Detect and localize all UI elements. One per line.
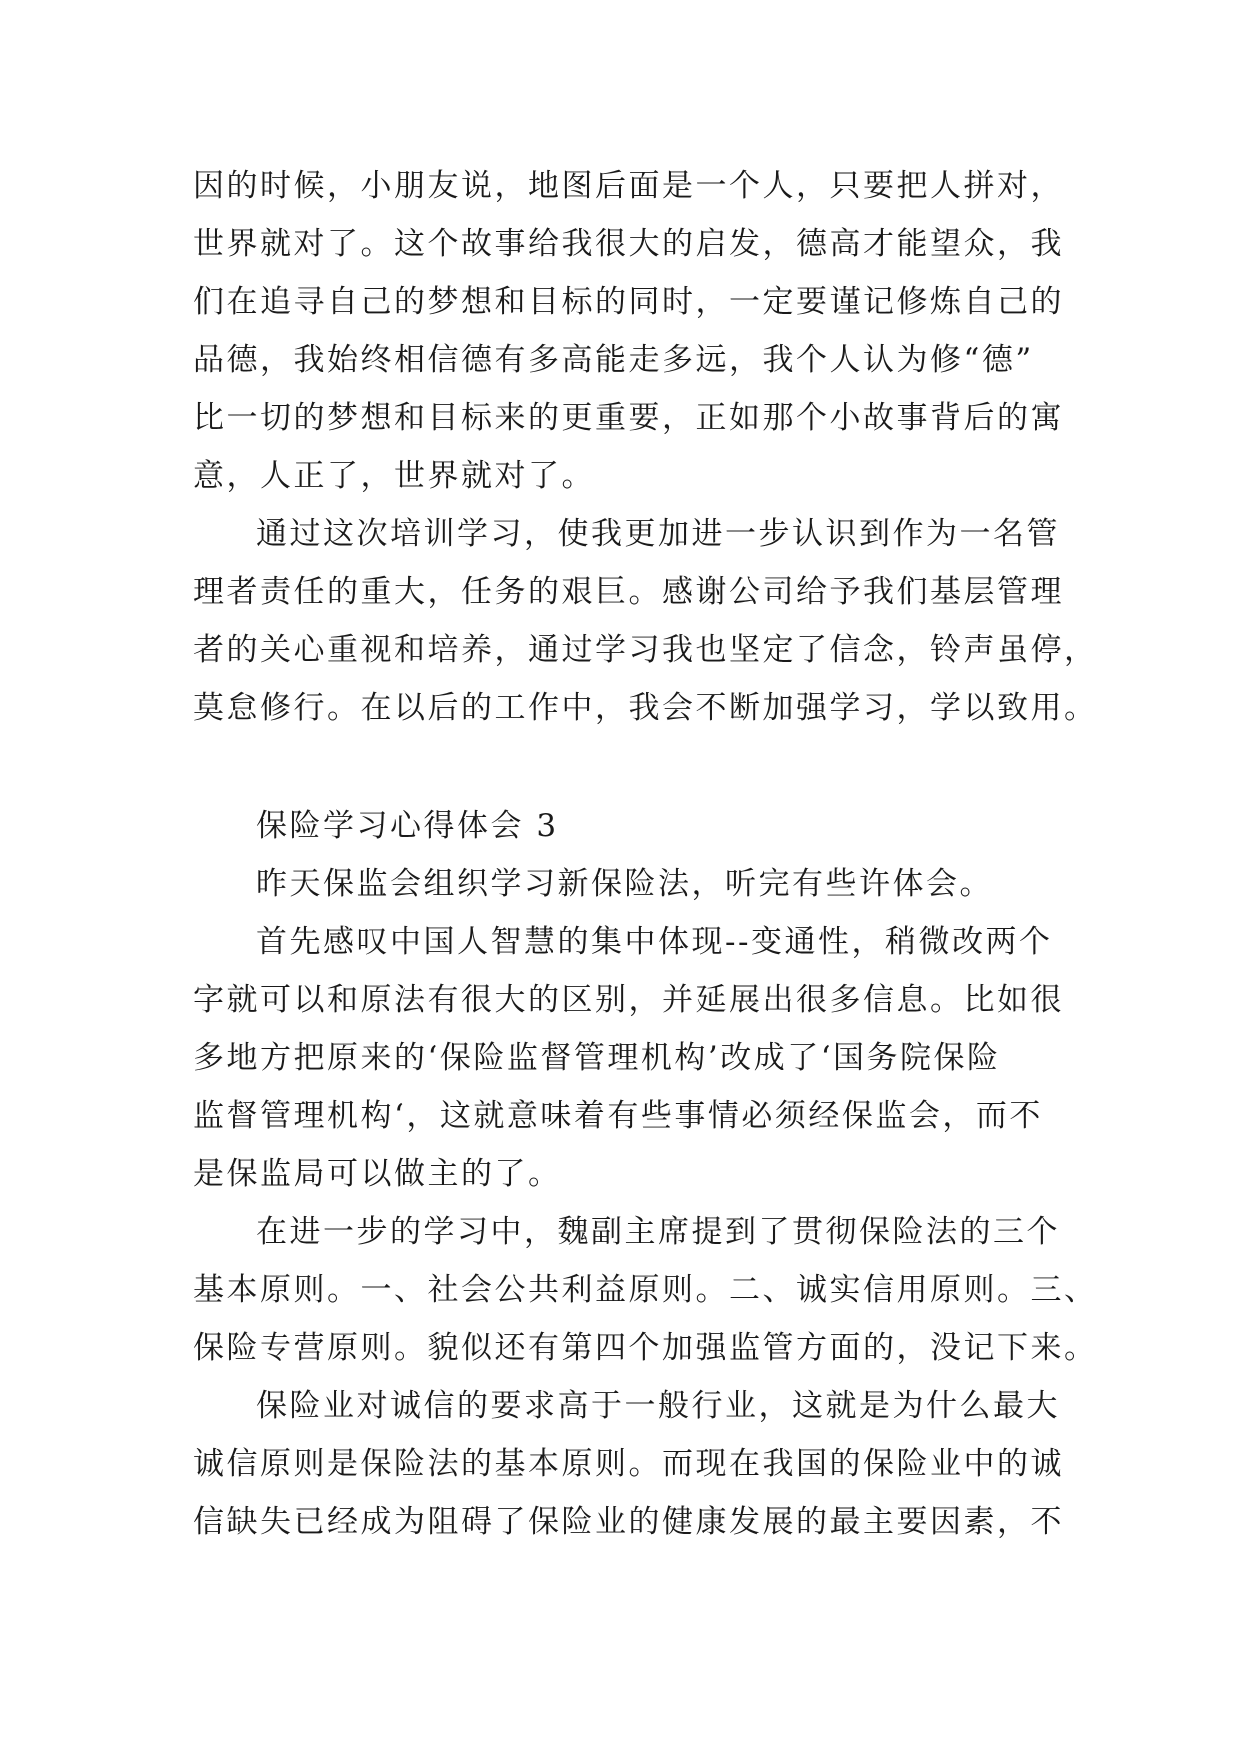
paragraph-line: 基本原则。一、社会公共利益原则。二、诚实信用原则。三、 bbox=[193, 1272, 1098, 1308]
paragraph-line: 多地方把原来的‘保险监督管理机构’改成了‘国务院保险 bbox=[193, 1040, 1001, 1076]
paragraph-line: 保险业对诚信的要求高于一般行业，这就是为什么最大 bbox=[256, 1388, 1060, 1424]
paragraph-line: 因的时候，小朋友说，地图后面是一个人，只要把人拼对， bbox=[193, 168, 1064, 204]
paragraph-line: 首先感叹中国人智慧的集中体现--变通性，稍微改两个 bbox=[256, 924, 1053, 960]
paragraph-line: 比一切的梦想和目标来的更重要，正如那个小故事背后的寓 bbox=[193, 400, 1064, 436]
paragraph-line: 通过这次培训学习，使我更加进一步认识到作为一名管 bbox=[256, 516, 1060, 552]
paragraph-line: 是保监局可以做主的了。 bbox=[193, 1156, 562, 1192]
paragraph-line: 在进一步的学习中，魏副主席提到了贯彻保险法的三个 bbox=[256, 1214, 1060, 1250]
section-heading: 保险学习心得体会 3 bbox=[256, 808, 559, 844]
paragraph-line: 意，人正了，世界就对了。 bbox=[193, 458, 595, 494]
paragraph-line: 字就可以和原法有很大的区别，并延展出很多信息。比如很 bbox=[193, 982, 1064, 1018]
paragraph-line: 保险专营原则。貌似还有第四个加强监管方面的，没记下来。 bbox=[193, 1330, 1098, 1366]
paragraph-line: 信缺失已经成为阻碍了保险业的健康发展的最主要因素，不 bbox=[193, 1504, 1064, 1540]
paragraph-line: 世界就对了。这个故事给我很大的启发，德高才能望众，我 bbox=[193, 226, 1064, 262]
paragraph-line: 理者责任的重大，任务的艰巨。感谢公司给予我们基层管理 bbox=[193, 574, 1064, 610]
paragraph-line: 品德，我始终相信德有多高能走多远，我个人认为修“德” bbox=[193, 342, 1034, 378]
paragraph-line: 莫怠修行。在以后的工作中，我会不断加强学习，学以致用。 bbox=[193, 690, 1098, 726]
paragraph-line: 昨天保监会组织学习新保险法，听完有些许体会。 bbox=[256, 866, 993, 902]
paragraph-line: 们在追寻自己的梦想和目标的同时，一定要谨记修炼自己的 bbox=[193, 284, 1064, 320]
paragraph-line: 监督管理机构‘，这就意味着有些事情必须经保监会，而不 bbox=[193, 1098, 1043, 1134]
paragraph-line: 者的关心重视和培养，通过学习我也坚定了信念，铃声虽停， bbox=[193, 632, 1098, 668]
paragraph-line: 诚信原则是保险法的基本原则。而现在我国的保险业中的诚 bbox=[193, 1446, 1064, 1482]
